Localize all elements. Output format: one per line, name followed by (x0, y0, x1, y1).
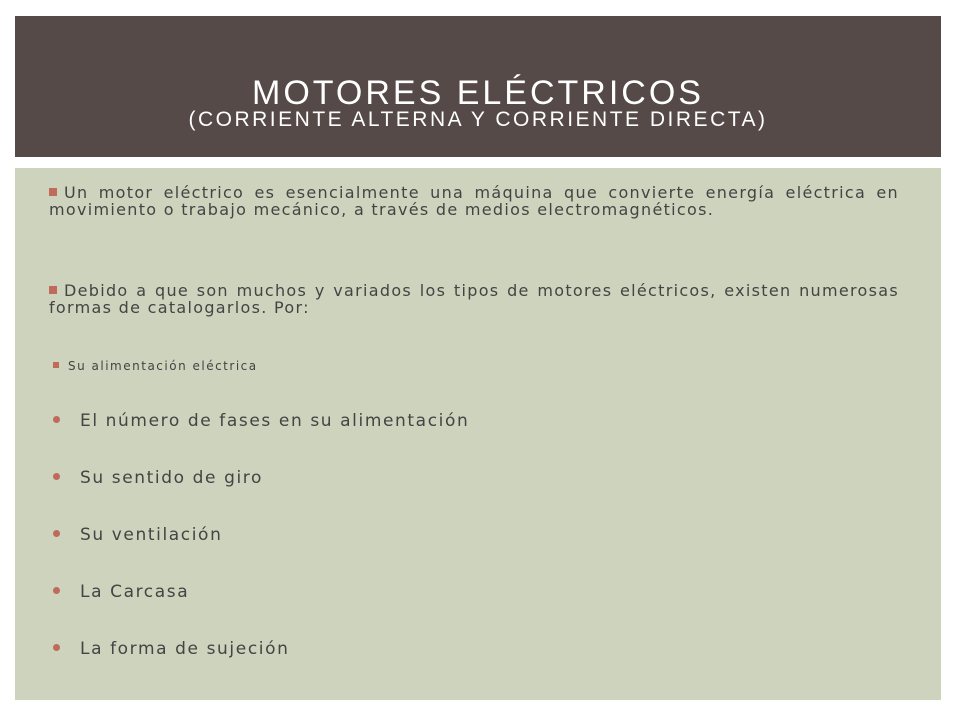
dot-bullet-icon (53, 416, 60, 423)
dot-bullet-icon (53, 587, 60, 594)
dot-bullet-icon (53, 530, 60, 537)
list-item-label: Su ventilación (80, 525, 223, 545)
list-item-power-supply (53, 358, 258, 374)
content-panel (15, 168, 941, 700)
dot-bullet-icon (53, 473, 60, 480)
list-item-label: El número de fases en su alimentación (80, 411, 470, 431)
paragraph-classification (49, 282, 899, 316)
square-bullet-icon (49, 188, 57, 196)
list-item-label: Su alimentación eléctrica (68, 359, 258, 373)
square-bullet-icon (49, 286, 57, 294)
list-item-label: La forma de sujeción (80, 639, 290, 659)
list-item-label: La Carcasa (80, 582, 190, 602)
list-item (53, 410, 469, 432)
paragraph-definition (49, 184, 899, 218)
list-item (53, 581, 189, 603)
list-item (53, 524, 222, 546)
list-item (53, 638, 289, 660)
title-banner (15, 16, 941, 157)
paragraph-definition-text: Un motor eléctrico es esencialmente una máquina que convierte energía eléctrica en movimiento o trabajo mecánico, a través de medios electromagnéticos. (49, 183, 899, 219)
slide-subtitle: (CORRIENTE ALTERNA Y CORRIENTE DIRECTA) (188, 108, 768, 131)
paragraph-classification-text: Debido a que son muchos y variados los tipos de motores eléctricos, existen numerosas formas de catalogarlos. Por: (49, 281, 899, 317)
dot-bullet-icon (53, 644, 60, 651)
square-bullet-icon (53, 362, 59, 368)
list-item (53, 467, 263, 489)
slide-title: MOTORES ELÉCTRICOS (252, 74, 704, 112)
list-item-label: Su sentido de giro (80, 468, 264, 488)
